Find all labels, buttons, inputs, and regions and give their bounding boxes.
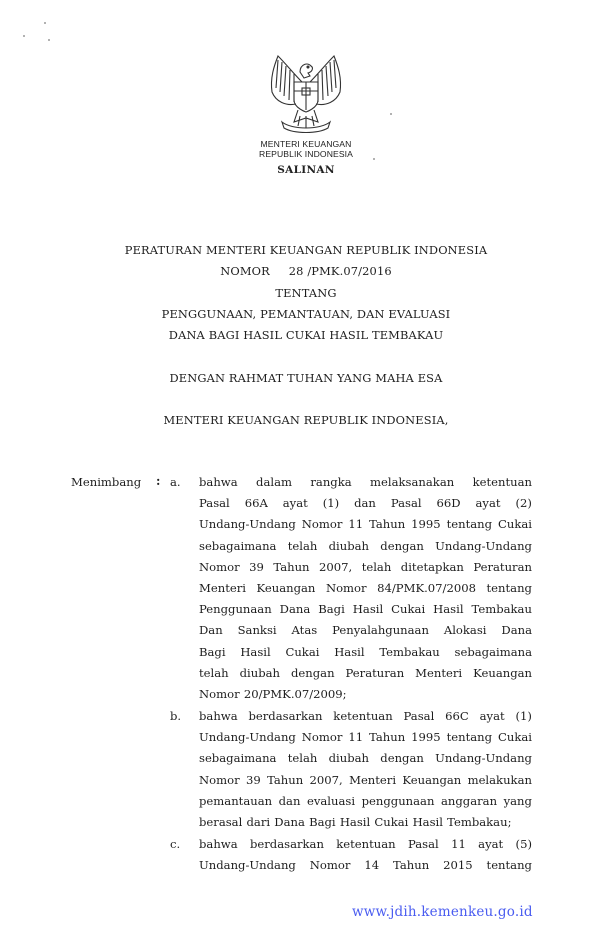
item-letter: b.	[170, 709, 182, 723]
paragraph-line: Dan Sanksi Atas Penyalahgunaan Alokasi Dana	[199, 623, 532, 638]
paragraph-line: Nomor 39 Tahun 2007, telah ditetapkan Peraturan	[199, 559, 532, 574]
institution-line-1: MENTERI KEUANGAN	[260, 139, 352, 149]
salinan-stamp: SALINAN	[277, 164, 335, 176]
paragraph-line: pemantauan dan evaluasi penggunaan anggaran yang	[199, 793, 532, 808]
issuer: MENTERI KEUANGAN REPUBLIK INDONESIA,	[163, 413, 449, 427]
paragraph-line: Menteri Keuangan Nomor 84/PMK.07/2008 tentang	[199, 581, 532, 595]
subject-line-1: PENGGUNAAN, PEMANTAUAN, DAN EVALUASI	[161, 307, 451, 321]
subject-line-2: DANA BAGI HASIL CUKAI HASIL TEMBAKAU	[168, 328, 444, 342]
invocation: DENGAN RAHMAT TUHAN YANG MAHA ESA	[169, 371, 443, 385]
regulation-title: PERATURAN MENTERI KEUANGAN REPUBLIK INDONESIA	[124, 243, 488, 257]
paragraph-line: Nomor 39 Tahun 2007, Menteri Keuangan melakukan	[199, 772, 532, 787]
regulation-number: NOMOR 28 /PMK.07/2016	[220, 264, 392, 278]
paragraph-line: Undang-Undang Nomor 11 Tahun 1995 tentang Cukai	[199, 730, 532, 745]
footer-website-link[interactable]: www.jdih.kemenkeu.go.id	[352, 904, 533, 920]
paragraph-line: Nomor 20/PMK.07/2009;	[199, 687, 347, 701]
menimbang-label: Menimbang	[71, 475, 142, 489]
item-letter: a.	[170, 475, 181, 489]
paragraph-line: Undang-Undang Nomor 14 Tahun 2015 tentang	[199, 858, 532, 873]
paragraph-line: Bagi Hasil Cukai Hasil Tembakau sebagaimana	[199, 644, 532, 659]
tentang-label: TENTANG	[275, 286, 337, 300]
menimbang-colon: :	[156, 474, 161, 488]
paragraph-line: bahwa berdasarkan ketentuan Pasal 11 ayat (5)	[199, 837, 532, 851]
garuda-emblem-icon	[264, 52, 348, 136]
paragraph-line: telah diubah dengan Peraturan Menteri Keuangan	[199, 665, 532, 680]
paragraph-line: berasal dari Dana Bagi Hasil Cukai Hasil Tembakau;	[199, 815, 512, 829]
institution-line-2: REPUBLIK INDONESIA	[259, 149, 353, 159]
paragraph-line: sebagaimana telah diubah dengan Undang-Undang	[199, 538, 532, 553]
item-letter: c.	[170, 837, 181, 851]
paragraph-line: Pasal 66A ayat (1) dan Pasal 66D ayat (2)	[199, 496, 532, 511]
paragraph-line: Undang-Undang Nomor 11 Tahun 1995 tentang Cukai	[199, 517, 532, 532]
paragraph-line: Penggunaan Dana Bagi Hasil Cukai Hasil Tembakau	[199, 602, 532, 617]
paragraph-line: bahwa dalam rangka melaksanakan ketentuan	[199, 475, 532, 489]
paragraph-line: sebagaimana telah diubah dengan Undang-Undang	[199, 751, 532, 766]
paragraph-line: bahwa berdasarkan ketentuan Pasal 66C ayat (1)	[199, 709, 532, 723]
